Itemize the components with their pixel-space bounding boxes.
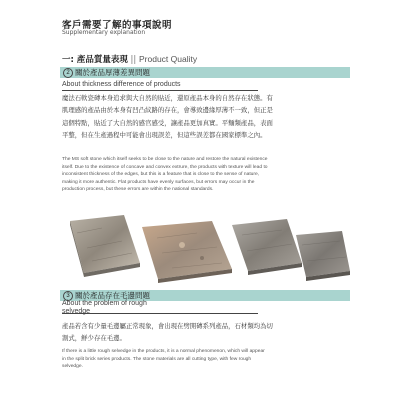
item-number-badge: 3 [63,291,73,301]
section-heading-en: Product Quality [139,54,198,64]
paragraph-line: 割式，鮮少存在毛邊。 [62,334,126,343]
item-en-heading-line2: selvedge [62,308,91,315]
item-en-paragraph [62,348,352,371]
paragraph-line: making it more authentic. Flat products have evenly surfaces, but errors may occur in the [62,179,255,185]
section-separator: || [127,55,139,65]
paragraph-line: 魔法石軟瓷磚本身追求與大自然的貼近，還原產品本身的自然存在狀態。有 [62,94,273,102]
stone-tile-1 [70,215,140,277]
paragraph-line: inconsistent thickness of the edges, but this is a feature that is close to the sense of nature, [62,172,260,177]
page-subtitle: Supplementary explanation [62,29,146,36]
item-label: 關於產品存在毛邊問題 [75,291,150,300]
paragraph-line: 這個特點，貼近了大自然的感官感受，讓產品更加真實。平麵類產品，表面 [62,118,273,127]
item-zh-paragraph [62,92,352,141]
page-title: 客戶需要了解的事項說明 [62,20,173,31]
paragraph-line: 產品若含有少量毛邊屬正常現象，會出現在劈開磚系列產品，石材類均為切 [62,322,273,330]
section-heading [62,53,197,65]
paragraph-line: itself. Due to the existence of concave and convex extrure, the products with texture will lead to [62,164,268,170]
item-label: 關於產品厚薄差異問題 [75,68,150,77]
heading-underline [62,313,258,314]
paragraph-line: 平整，但在生產過程中可能會出現誤差，但這些誤差都在國家標準之內。 [62,130,267,139]
stone-tile-2 [142,221,232,283]
item-bar-thickness [60,67,350,78]
paragraph-line: in the split brick series products. The stone materials are all cutting type, with few rough [62,356,252,362]
heading-underline [62,90,258,91]
item-zh-paragraph [62,320,332,345]
stone-tile-4 [296,231,350,281]
paragraph-line: The MS soft stone which itself seeks to be close to the nature and restore the natural existence [62,157,268,162]
stone-tile-3 [232,219,302,275]
item-en-heading: About thickness difference of products [62,81,181,88]
paragraph-line: selvedge. [62,364,83,369]
paragraph-line: 肌理感的產品由於本身有凹凸紋路的存在，會導致邊緣厚薄不一致，但正是 [62,106,273,115]
item-en-paragraph [62,156,352,194]
stone-tile-samples-image [62,213,352,288]
paragraph-line: production process, but these errors are within the national standards. [62,187,214,192]
paragraph-line: If there is a little rough selvedge in the products, it is a normal phenomenon, which will appear [62,349,265,354]
item-number-badge: 2 [63,68,73,78]
item-en-heading-line1: About the problem of rough [62,300,147,307]
section-heading-zh: 一: 產品質量表現 [62,55,128,65]
